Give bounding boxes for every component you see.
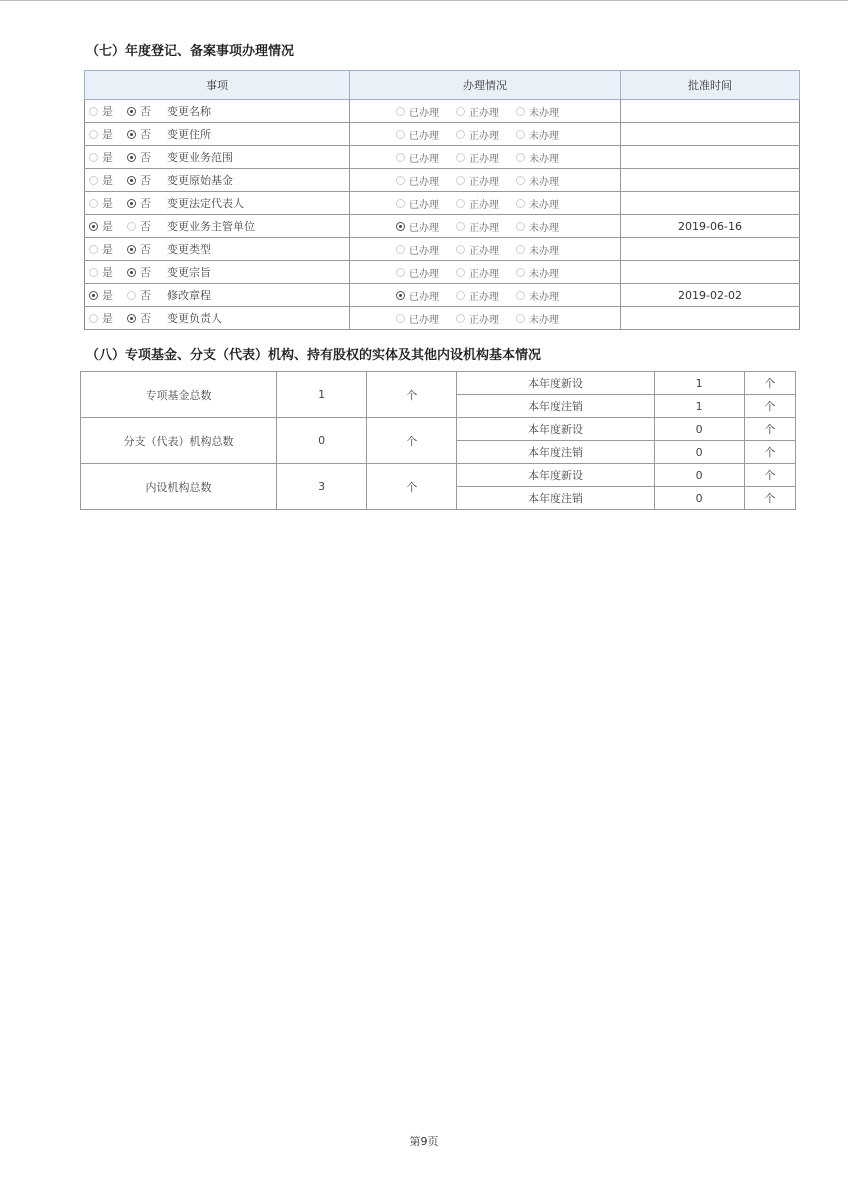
status-option[interactable] — [396, 219, 456, 234]
cancel-value: 0 — [654, 487, 744, 510]
status-option[interactable] — [456, 242, 516, 257]
status-option[interactable] — [456, 265, 516, 280]
status-option-label: 已办理 — [409, 107, 439, 119]
yes-no-group — [85, 195, 349, 211]
radio-yes-icon[interactable] — [89, 222, 98, 231]
item-label: 变更宗旨 — [167, 266, 211, 279]
status-cell — [350, 261, 621, 284]
item-label: 变更负责人 — [167, 312, 222, 325]
radio-yes-icon[interactable] — [89, 176, 98, 185]
status-option[interactable] — [516, 288, 576, 303]
status-cell — [350, 307, 621, 330]
item-label: 变更名称 — [167, 105, 211, 118]
status-option-label: 未办理 — [529, 199, 559, 211]
radio-yes-icon[interactable] — [89, 199, 98, 208]
status-option[interactable] — [516, 150, 576, 165]
status-option-label: 已办理 — [409, 153, 439, 165]
cancel-label: 本年度注销 — [457, 441, 654, 464]
radio-no-icon[interactable] — [127, 222, 136, 231]
radio-option-yes[interactable] — [89, 287, 127, 303]
approval-date: 2019-02-02 — [621, 284, 800, 307]
radio-option-no[interactable] — [127, 310, 167, 326]
unit-label: 个 — [367, 464, 457, 510]
institution-total: 3 — [277, 464, 367, 510]
status-option-label: 正办理 — [469, 222, 499, 234]
status-radio-icon[interactable] — [396, 245, 405, 254]
radio-option-no[interactable] — [127, 218, 167, 234]
status-cell — [350, 146, 621, 169]
new-value: 1 — [654, 372, 744, 395]
radio-yes-icon[interactable] — [89, 107, 98, 116]
radio-yes-icon[interactable] — [89, 314, 98, 323]
item-label: 变更业务范围 — [167, 151, 233, 164]
page-top-border — [0, 0, 848, 1]
status-option[interactable] — [396, 104, 456, 119]
status-option-label: 正办理 — [469, 268, 499, 280]
yes-no-group — [85, 149, 349, 165]
status-option-label: 已办理 — [409, 222, 439, 234]
status-radio-icon[interactable] — [456, 130, 465, 139]
status-option[interactable] — [516, 242, 576, 257]
status-option-label: 已办理 — [409, 176, 439, 188]
radio-no-icon[interactable] — [127, 107, 136, 116]
status-option-label: 已办理 — [409, 314, 439, 326]
status-radio-icon[interactable] — [396, 176, 405, 185]
status-option[interactable] — [516, 127, 576, 142]
status-option-label: 正办理 — [469, 130, 499, 142]
item-cell — [85, 146, 350, 169]
approval-date: 2019-06-16 — [621, 215, 800, 238]
status-option[interactable] — [456, 219, 516, 234]
approval-date — [621, 307, 800, 330]
status-option-label: 未办理 — [529, 130, 559, 142]
radio-no-icon[interactable] — [127, 153, 136, 162]
status-radio-icon[interactable] — [396, 130, 405, 139]
cancel-label: 本年度注销 — [457, 395, 654, 418]
status-cell — [350, 169, 621, 192]
status-option[interactable] — [456, 104, 516, 119]
radio-no-icon[interactable] — [127, 291, 136, 300]
status-radio-icon[interactable] — [456, 291, 465, 300]
status-cell — [350, 192, 621, 215]
status-radio-icon[interactable] — [396, 153, 405, 162]
radio-no-label: 否 — [140, 174, 151, 187]
section-7-title: （七）年度登记、备案事项办理情况 — [86, 44, 295, 59]
item-cell — [85, 123, 350, 146]
institution-total: 1 — [277, 372, 367, 418]
status-option-label: 未办理 — [529, 107, 559, 119]
status-radio-icon[interactable] — [456, 245, 465, 254]
status-radio-icon[interactable] — [456, 222, 465, 231]
institution-label: 分支（代表）机构总数 — [81, 418, 277, 464]
radio-no-label: 否 — [140, 151, 151, 164]
header-status: 办理情况 — [350, 71, 621, 100]
registration-row — [85, 284, 800, 307]
institution-total: 0 — [277, 418, 367, 464]
status-radio-icon[interactable] — [516, 107, 525, 116]
radio-yes-label: 是 — [102, 105, 113, 118]
registration-table — [84, 70, 800, 330]
approval-date — [621, 192, 800, 215]
status-option-label: 正办理 — [469, 314, 499, 326]
status-option-label: 正办理 — [469, 176, 499, 188]
radio-no-icon[interactable] — [127, 199, 136, 208]
registration-row — [85, 100, 800, 123]
status-option[interactable] — [516, 219, 576, 234]
radio-no-label: 否 — [140, 266, 151, 279]
status-radio-icon[interactable] — [516, 268, 525, 277]
approval-date — [621, 169, 800, 192]
new-value: 0 — [654, 418, 744, 441]
radio-no-label: 否 — [140, 197, 151, 210]
radio-option-yes[interactable] — [89, 241, 127, 257]
item-label: 变更业务主管单位 — [167, 220, 255, 233]
radio-no-icon[interactable] — [127, 130, 136, 139]
status-radio-group — [350, 265, 620, 280]
status-radio-group — [350, 196, 620, 211]
item-cell — [85, 238, 350, 261]
status-option-label: 正办理 — [469, 291, 499, 303]
status-option-label: 正办理 — [469, 107, 499, 119]
status-option-label: 已办理 — [409, 130, 439, 142]
status-radio-icon[interactable] — [396, 222, 405, 231]
unit-label: 个 — [367, 418, 457, 464]
status-option[interactable] — [456, 127, 516, 142]
status-radio-icon[interactable] — [396, 314, 405, 323]
status-option[interactable] — [516, 196, 576, 211]
page-number: 第9页 — [409, 1135, 439, 1148]
unit-label: 个 — [744, 372, 795, 395]
status-radio-icon[interactable] — [516, 199, 525, 208]
registration-row — [85, 169, 800, 192]
institution-row — [81, 372, 796, 395]
new-label: 本年度新设 — [457, 372, 654, 395]
cancel-label: 本年度注销 — [457, 487, 654, 510]
radio-no-icon[interactable] — [127, 314, 136, 323]
radio-yes-label: 是 — [102, 197, 113, 210]
radio-no-label: 否 — [140, 105, 151, 118]
status-option[interactable] — [456, 311, 516, 326]
status-radio-group — [350, 104, 620, 119]
item-cell — [85, 169, 350, 192]
radio-yes-label: 是 — [102, 220, 113, 233]
status-option[interactable] — [516, 173, 576, 188]
status-radio-group — [350, 242, 620, 257]
radio-option-no[interactable] — [127, 126, 167, 142]
unit-label: 个 — [744, 487, 795, 510]
registration-row — [85, 307, 800, 330]
status-radio-group — [350, 311, 620, 326]
registration-row — [85, 215, 800, 238]
new-value: 0 — [654, 464, 744, 487]
radio-yes-icon[interactable] — [89, 130, 98, 139]
registration-row — [85, 146, 800, 169]
item-cell — [85, 284, 350, 307]
status-cell — [350, 123, 621, 146]
status-option-label: 未办理 — [529, 314, 559, 326]
status-option-label: 已办理 — [409, 245, 439, 257]
status-radio-icon[interactable] — [516, 314, 525, 323]
radio-option-no[interactable] — [127, 103, 167, 119]
radio-no-icon[interactable] — [127, 245, 136, 254]
radio-yes-label: 是 — [102, 151, 113, 164]
yes-no-group — [85, 241, 349, 257]
cancel-value: 1 — [654, 395, 744, 418]
item-label: 变更原始基金 — [167, 174, 233, 187]
yes-no-group — [85, 126, 349, 142]
status-radio-group — [350, 127, 620, 142]
status-radio-icon[interactable] — [516, 245, 525, 254]
status-radio-icon[interactable] — [456, 314, 465, 323]
radio-option-no[interactable] — [127, 195, 167, 211]
radio-no-label: 否 — [140, 128, 151, 141]
status-radio-icon[interactable] — [516, 291, 525, 300]
radio-option-yes[interactable] — [89, 172, 127, 188]
yes-no-group — [85, 103, 349, 119]
radio-yes-label: 是 — [102, 174, 113, 187]
yes-no-group — [85, 218, 349, 234]
status-cell — [350, 100, 621, 123]
status-radio-icon[interactable] — [516, 222, 525, 231]
status-option-label: 未办理 — [529, 291, 559, 303]
registration-table-header — [85, 71, 800, 100]
registration-row — [85, 261, 800, 284]
status-radio-group — [350, 150, 620, 165]
status-radio-icon[interactable] — [456, 153, 465, 162]
status-option[interactable] — [396, 127, 456, 142]
approval-date — [621, 146, 800, 169]
item-cell — [85, 261, 350, 284]
new-label: 本年度新设 — [457, 464, 654, 487]
status-option[interactable] — [516, 265, 576, 280]
status-option-label: 未办理 — [529, 153, 559, 165]
approval-date — [621, 261, 800, 284]
radio-option-no[interactable] — [127, 149, 167, 165]
status-option[interactable] — [396, 242, 456, 257]
status-cell — [350, 215, 621, 238]
radio-yes-icon[interactable] — [89, 268, 98, 277]
institution-row — [81, 418, 796, 441]
radio-no-label: 否 — [140, 312, 151, 325]
status-radio-icon[interactable] — [516, 153, 525, 162]
yes-no-group — [85, 310, 349, 326]
status-option[interactable] — [396, 311, 456, 326]
unit-label: 个 — [744, 395, 795, 418]
new-label: 本年度新设 — [457, 418, 654, 441]
status-option[interactable] — [516, 311, 576, 326]
status-option-label: 未办理 — [529, 222, 559, 234]
item-cell — [85, 100, 350, 123]
yes-no-group — [85, 264, 349, 280]
radio-option-yes[interactable] — [89, 310, 127, 326]
status-radio-icon[interactable] — [396, 199, 405, 208]
section-8-title: （八）专项基金、分支（代表）机构、持有股权的实体及其他内设机构基本情况 — [86, 348, 542, 363]
radio-yes-label: 是 — [102, 243, 113, 256]
unit-label: 个 — [744, 441, 795, 464]
status-option-label: 已办理 — [409, 291, 439, 303]
radio-option-yes[interactable] — [89, 103, 127, 119]
institutions-table — [80, 371, 796, 510]
radio-no-icon[interactable] — [127, 268, 136, 277]
item-cell — [85, 215, 350, 238]
status-radio-icon[interactable] — [456, 268, 465, 277]
unit-label: 个 — [744, 464, 795, 487]
status-radio-group — [350, 219, 620, 234]
institution-label: 专项基金总数 — [81, 372, 277, 418]
registration-row — [85, 192, 800, 215]
radio-option-yes[interactable] — [89, 149, 127, 165]
radio-no-icon[interactable] — [127, 176, 136, 185]
radio-no-label: 否 — [140, 289, 151, 302]
status-option-label: 已办理 — [409, 199, 439, 211]
yes-no-group — [85, 287, 349, 303]
status-option[interactable] — [396, 196, 456, 211]
status-option[interactable] — [396, 265, 456, 280]
status-option[interactable] — [516, 104, 576, 119]
unit-label: 个 — [744, 418, 795, 441]
item-label: 变更类型 — [167, 243, 211, 256]
item-label: 变更住所 — [167, 128, 211, 141]
status-option[interactable] — [396, 150, 456, 165]
status-cell — [350, 238, 621, 261]
status-option-label: 未办理 — [529, 176, 559, 188]
registration-row — [85, 123, 800, 146]
radio-yes-label: 是 — [102, 266, 113, 279]
header-item: 事项 — [85, 71, 350, 100]
status-radio-icon[interactable] — [456, 199, 465, 208]
radio-yes-label: 是 — [102, 289, 113, 302]
status-option-label: 正办理 — [469, 153, 499, 165]
status-cell — [350, 284, 621, 307]
status-radio-icon[interactable] — [396, 268, 405, 277]
radio-yes-label: 是 — [102, 312, 113, 325]
radio-yes-icon[interactable] — [89, 291, 98, 300]
approval-date — [621, 123, 800, 146]
status-option-label: 未办理 — [529, 245, 559, 257]
radio-option-yes[interactable] — [89, 195, 127, 211]
status-option[interactable] — [456, 196, 516, 211]
status-radio-icon[interactable] — [456, 107, 465, 116]
yes-no-group — [85, 172, 349, 188]
radio-option-no[interactable] — [127, 287, 167, 303]
radio-option-no[interactable] — [127, 172, 167, 188]
radio-no-label: 否 — [140, 243, 151, 256]
status-radio-icon[interactable] — [396, 291, 405, 300]
approval-date — [621, 100, 800, 123]
item-cell — [85, 307, 350, 330]
status-option-label: 已办理 — [409, 268, 439, 280]
radio-option-no[interactable] — [127, 264, 167, 280]
item-label: 修改章程 — [167, 289, 211, 302]
registration-row — [85, 238, 800, 261]
radio-option-yes[interactable] — [89, 126, 127, 142]
header-approval-date: 批准时间 — [621, 71, 800, 100]
status-radio-icon[interactable] — [396, 107, 405, 116]
radio-option-yes[interactable] — [89, 218, 127, 234]
institution-row — [81, 464, 796, 487]
status-radio-group — [350, 288, 620, 303]
cancel-value: 0 — [654, 441, 744, 464]
unit-label: 个 — [367, 372, 457, 418]
status-option[interactable] — [396, 288, 456, 303]
status-option-label: 正办理 — [469, 245, 499, 257]
status-radio-group — [350, 173, 620, 188]
status-option[interactable] — [396, 173, 456, 188]
status-radio-icon[interactable] — [456, 176, 465, 185]
status-radio-icon[interactable] — [516, 130, 525, 139]
status-option[interactable] — [456, 173, 516, 188]
status-radio-icon[interactable] — [516, 176, 525, 185]
item-label: 变更法定代表人 — [167, 197, 244, 210]
radio-yes-icon[interactable] — [89, 153, 98, 162]
item-cell — [85, 192, 350, 215]
status-option-label: 未办理 — [529, 268, 559, 280]
radio-option-no[interactable] — [127, 241, 167, 257]
radio-option-yes[interactable] — [89, 264, 127, 280]
radio-no-label: 否 — [140, 220, 151, 233]
institution-label: 内设机构总数 — [81, 464, 277, 510]
radio-yes-icon[interactable] — [89, 245, 98, 254]
status-option[interactable] — [456, 150, 516, 165]
approval-date — [621, 238, 800, 261]
status-option[interactable] — [456, 288, 516, 303]
status-option-label: 正办理 — [469, 199, 499, 211]
radio-yes-label: 是 — [102, 128, 113, 141]
